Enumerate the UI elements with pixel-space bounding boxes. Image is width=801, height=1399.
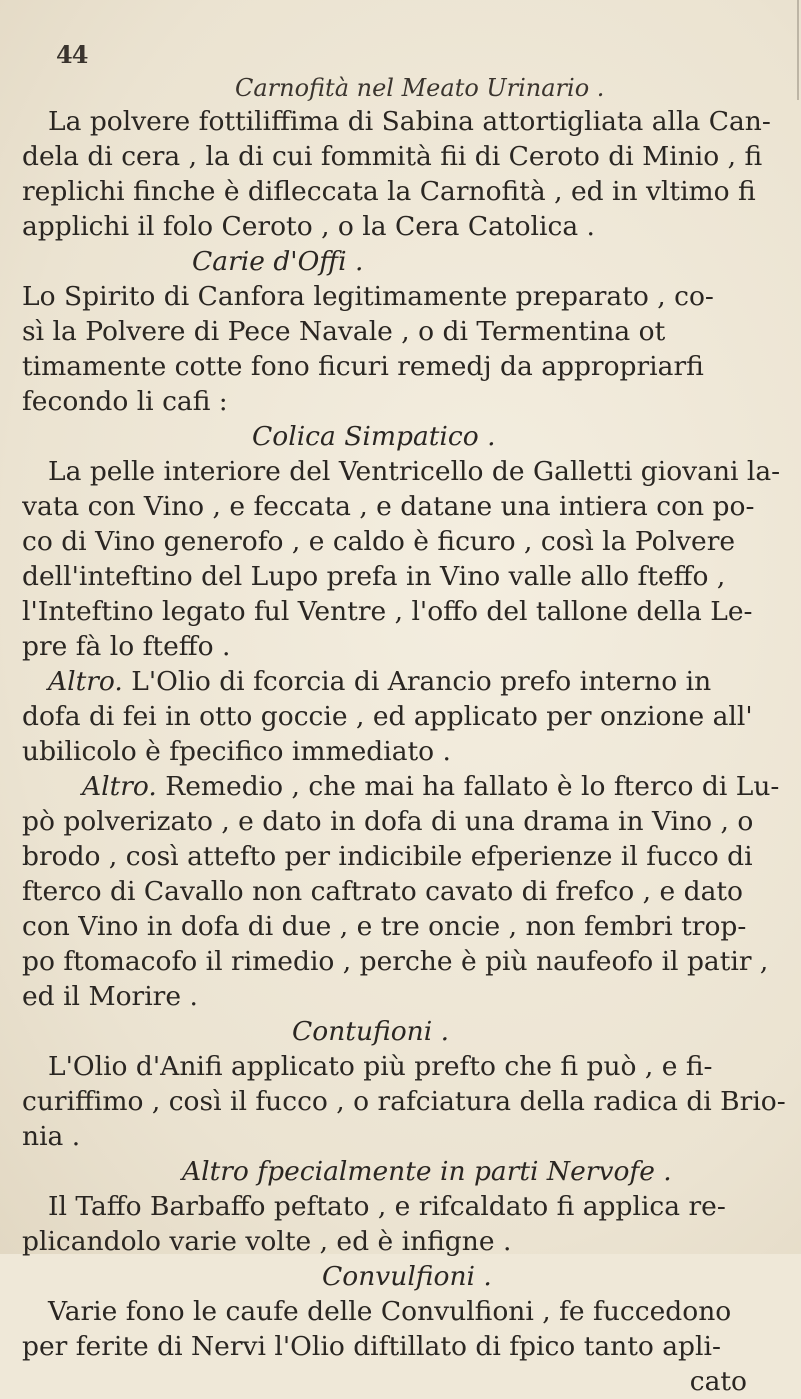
text-line: l'Inteftino legato ful Ventre , l'offo del tallone della Le- [22, 596, 753, 627]
text-line: Il Taffo Barbaffo peftato , e rifcaldato fi applica re- [48, 1191, 726, 1222]
running-head: Carnofità nel Meato Urinario . [235, 74, 605, 102]
text-line: brodo , così attefto per indicibile efperienze il fucco di [22, 841, 753, 872]
page-edge-shadow [797, 0, 799, 100]
page-number: 44 [56, 40, 88, 69]
text-line: La pelle interiore del Ventricello de Galletti giovani la- [48, 456, 781, 487]
heading-carie: Carie d'Offi . [192, 246, 364, 277]
paragraph-convulsioni [22, 1294, 787, 1399]
text-line: Remedio , che mai ha fallato è lo fterco di Lu- [156, 771, 780, 802]
heading-convulsioni: Convulfioni . [322, 1261, 492, 1292]
heading-altro-nervose: Altro fpecialmente in parti Nervofe . [182, 1156, 672, 1187]
text-line: sì la Polvere di Pece Navale , o di Termentina ot [22, 316, 666, 347]
text-line: pò polverizato , e dato in dofa di una drama in Vino , o [22, 806, 754, 837]
text-line: nia . [22, 1121, 81, 1152]
altro-label: Altro. [82, 771, 157, 802]
text-line: fterco di Cavallo non caftrato cavato di frefco , e dato [22, 876, 743, 907]
text-line: Varie fono le caufe delle Convulfioni , fe fuccedono [48, 1296, 732, 1327]
text-line: plicandolo varie volte , ed è infigne . [22, 1226, 512, 1257]
text-line: fecondo li cafi : [22, 386, 228, 417]
body-text [22, 104, 787, 1399]
text-line: po ftomacofo il rimedio , perche è più naufeofo il patir , [22, 946, 769, 977]
heading-contusioni: Contufioni . [292, 1016, 450, 1047]
heading-colica: Colica Simpatico . [252, 421, 496, 452]
paragraph-anisi [22, 1049, 787, 1154]
text-line: per ferite di Nervi l'Olio diftillato di fpico tanto apli- [22, 1331, 721, 1362]
text-line: timamente cotte fono ficuri remedj da appropriarfi [22, 351, 704, 382]
paragraph-taffo [22, 1189, 787, 1259]
text-line: curiffimo , così il fucco , o rafciatura della radica di Brio- [22, 1086, 786, 1117]
text-line: dell'inteftino del Lupo prefa in Vino valle allo fteffo , [22, 561, 726, 592]
text-line: replichi finche è difleccata la Carnofità , ed in vltimo fi [22, 176, 756, 207]
text-line: pre fà lo fteffo . [22, 631, 231, 662]
text-line: ed il Morire . [22, 981, 198, 1012]
text-line: L'Olio d'Anifi applicato più prefto che fi può , e fi- [48, 1051, 713, 1082]
paragraph-canfora [22, 279, 787, 419]
catchword: cato [689, 1366, 747, 1397]
text-line: dofa di fei in otto goccie , ed applicato per onzione all' [22, 701, 753, 732]
text-line: L'Olio di fcorcia di Arancio prefo interno in [122, 666, 712, 697]
text-line: co di Vino generofo , e caldo è ficuro , così la Polvere [22, 526, 736, 557]
text-line: Lo Spirito di Canfora legitimamente preparato , co- [22, 281, 714, 312]
paragraph-sabina [22, 104, 787, 244]
text-line: dela di cera , la di cui fommità fii di Ceroto di Minio , fi [22, 141, 763, 172]
text-line: vata con Vino , e feccata , e datane una intiera con po- [22, 491, 755, 522]
text-line: applichi il folo Ceroto , o la Cera Catolica . [22, 211, 595, 242]
paragraph-lupo [22, 769, 787, 1014]
paragraph-arancio [22, 664, 787, 769]
altro-label: Altro. [48, 666, 123, 697]
text-line: La polvere fottiliffima di Sabina attortigliata alla Can- [48, 106, 771, 137]
text-line: ubilicolo è fpecifico immediato . [22, 736, 451, 767]
text-line: con Vino in dofa di due , e tre oncie , non fembri trop- [22, 911, 747, 942]
paragraph-galletti [22, 454, 787, 664]
